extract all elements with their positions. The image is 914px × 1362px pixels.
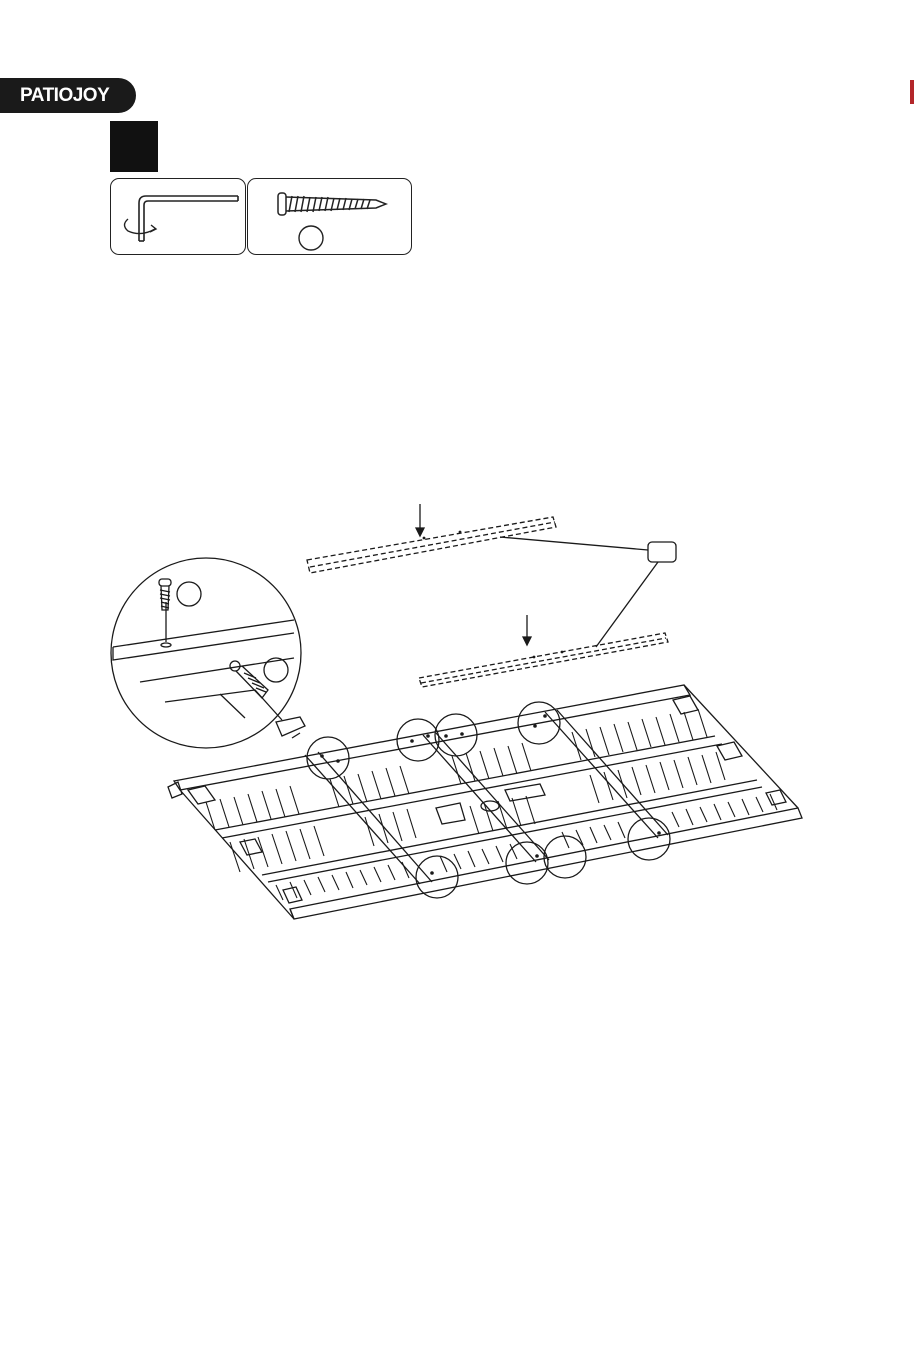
callout-leader-top: [500, 537, 648, 550]
hole-circle: [435, 714, 477, 756]
hole-circle: [628, 818, 670, 860]
part-callout-box: [648, 542, 676, 562]
table-frame: [168, 685, 802, 919]
zoom-screw-callout-2: [264, 658, 288, 682]
top-rail-arrow: [416, 504, 424, 536]
lower-rail-arrow: [523, 615, 531, 645]
slats-middle: [230, 752, 725, 872]
lower-rail-dashed: [419, 633, 668, 687]
top-rail-dashed: [307, 517, 556, 573]
brand-logo-text: PATIOJOY: [20, 85, 110, 106]
zoom-screw-vertical: [159, 579, 171, 610]
hand-pointer-icon: [276, 717, 305, 738]
hole-circle: [397, 719, 439, 761]
zoom-detail-circle: [111, 558, 305, 748]
brand-logo: [0, 78, 136, 113]
tool-panel-allen-key: [110, 178, 246, 255]
zoom-screw-callout-1: [177, 582, 201, 606]
screw-part-callout-circle: [299, 226, 323, 250]
allen-key-icon: [111, 179, 247, 256]
assembly-diagram: [0, 490, 914, 930]
tool-panel-screw: [247, 178, 412, 255]
hole-circle: [506, 842, 548, 884]
callout-leader-lower: [596, 562, 658, 647]
hole-highlight-circles: [307, 702, 670, 898]
hole-circle: [307, 737, 349, 779]
step-number-box: [110, 121, 158, 172]
page-edge-mark: [910, 80, 914, 104]
screw-icon: [248, 179, 413, 256]
